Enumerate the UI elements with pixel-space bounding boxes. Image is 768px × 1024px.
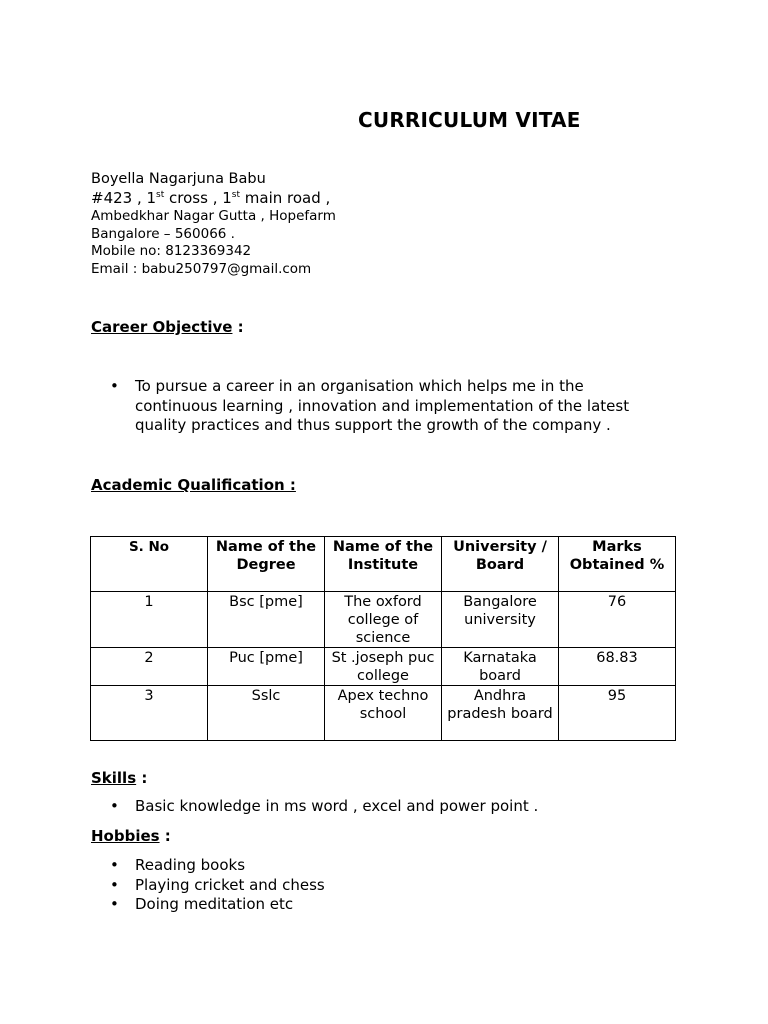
table-header-cell: Name of the Institute — [325, 537, 442, 592]
skills-list — [110, 797, 538, 817]
list-item — [110, 856, 325, 876]
list-item — [110, 797, 538, 817]
hobbies-colon: : — [159, 827, 171, 845]
page-title: CURRICULUM VITAE — [358, 108, 581, 132]
hobby-text: Reading books — [135, 856, 246, 874]
table-row — [91, 686, 676, 741]
bullet-icon: • — [110, 797, 119, 815]
hobbies-list — [110, 856, 325, 915]
academic-qualification-table — [90, 536, 676, 741]
hobby-text: Doing meditation etc — [135, 895, 294, 913]
list-item — [110, 876, 325, 896]
table-header-cell: University / Board — [442, 537, 559, 592]
address-sup-1: st — [156, 190, 165, 200]
table-cell: Karnataka board — [442, 648, 559, 686]
address-mid: cross , 1 — [164, 189, 232, 207]
bullet-icon: • — [110, 856, 119, 874]
career-objective-line-2: continuous learning , innovation and implementation of the latest — [135, 396, 630, 415]
skill-text: Basic knowledge in ms word , excel and power point . — [135, 797, 539, 815]
table-cell: The oxford college of science — [325, 592, 442, 648]
table-cell: Apex techno school — [325, 686, 442, 741]
career-objective-line-3: quality practices and thus support the growth of the company . — [135, 416, 611, 434]
career-objective-text — [135, 377, 629, 436]
table-header-row — [91, 537, 676, 592]
address-line-3: Bangalore – 560066 . — [91, 226, 235, 242]
table-header-cell: Name of the Degree — [208, 537, 325, 592]
address-prefix: #423 , 1 — [91, 189, 157, 207]
table-cell: Andhra pradesh board — [442, 686, 559, 741]
academic-qualification-heading — [91, 476, 296, 494]
address-line-1 — [91, 189, 330, 207]
hobbies-heading-text: Hobbies — [91, 827, 160, 845]
table-cell: 2 — [91, 648, 208, 686]
academic-qualification-heading-text: Academic Qualification : — [91, 476, 296, 494]
table-cell: 68.83 — [559, 648, 676, 686]
bullet-icon: • — [110, 875, 119, 894]
hobby-text: Playing cricket and chess — [135, 875, 325, 894]
mobile-number: Mobile no: 8123369342 — [91, 243, 252, 259]
address-sup-2: st — [231, 190, 240, 200]
career-objective-list — [110, 377, 629, 436]
career-objective-line-1: To pursue a career in an organisation which helps me in the — [135, 377, 584, 395]
bullet-icon: • — [110, 377, 119, 395]
career-objective-colon: : — [232, 318, 244, 336]
email-address: Email : babu250797@gmail.com — [91, 261, 312, 277]
table-row — [91, 648, 676, 686]
table-cell: 1 — [91, 592, 208, 648]
list-item — [110, 895, 325, 915]
address-suffix: main road , — [240, 189, 331, 207]
table-cell: Sslc — [208, 686, 325, 741]
table-cell: Bsc [pme] — [208, 592, 325, 648]
table-cell: 3 — [91, 686, 208, 741]
table-cell: Puc [pme] — [208, 648, 325, 686]
hobbies-heading — [91, 827, 171, 845]
skills-colon: : — [136, 769, 148, 787]
table-cell: 76 — [559, 592, 676, 648]
table-cell: Bangalore university — [442, 592, 559, 648]
skills-heading-text: Skills — [91, 769, 137, 787]
table-row — [91, 592, 676, 648]
table-header-cell: Marks Obtained % — [559, 537, 676, 592]
table-cell: 95 — [559, 686, 676, 741]
career-objective-heading — [91, 318, 244, 336]
list-item — [110, 377, 629, 436]
bullet-icon: • — [110, 895, 119, 913]
career-objective-heading-text: Career Objective — [91, 318, 233, 336]
address-line-2: Ambedkhar Nagar Gutta , Hopefarm — [91, 208, 336, 224]
skills-heading — [91, 769, 147, 787]
table-cell: St .joseph puc college — [325, 648, 442, 686]
applicant-name: Boyella Nagarjuna Babu — [91, 171, 266, 187]
table-header-cell: S. No — [91, 537, 208, 592]
